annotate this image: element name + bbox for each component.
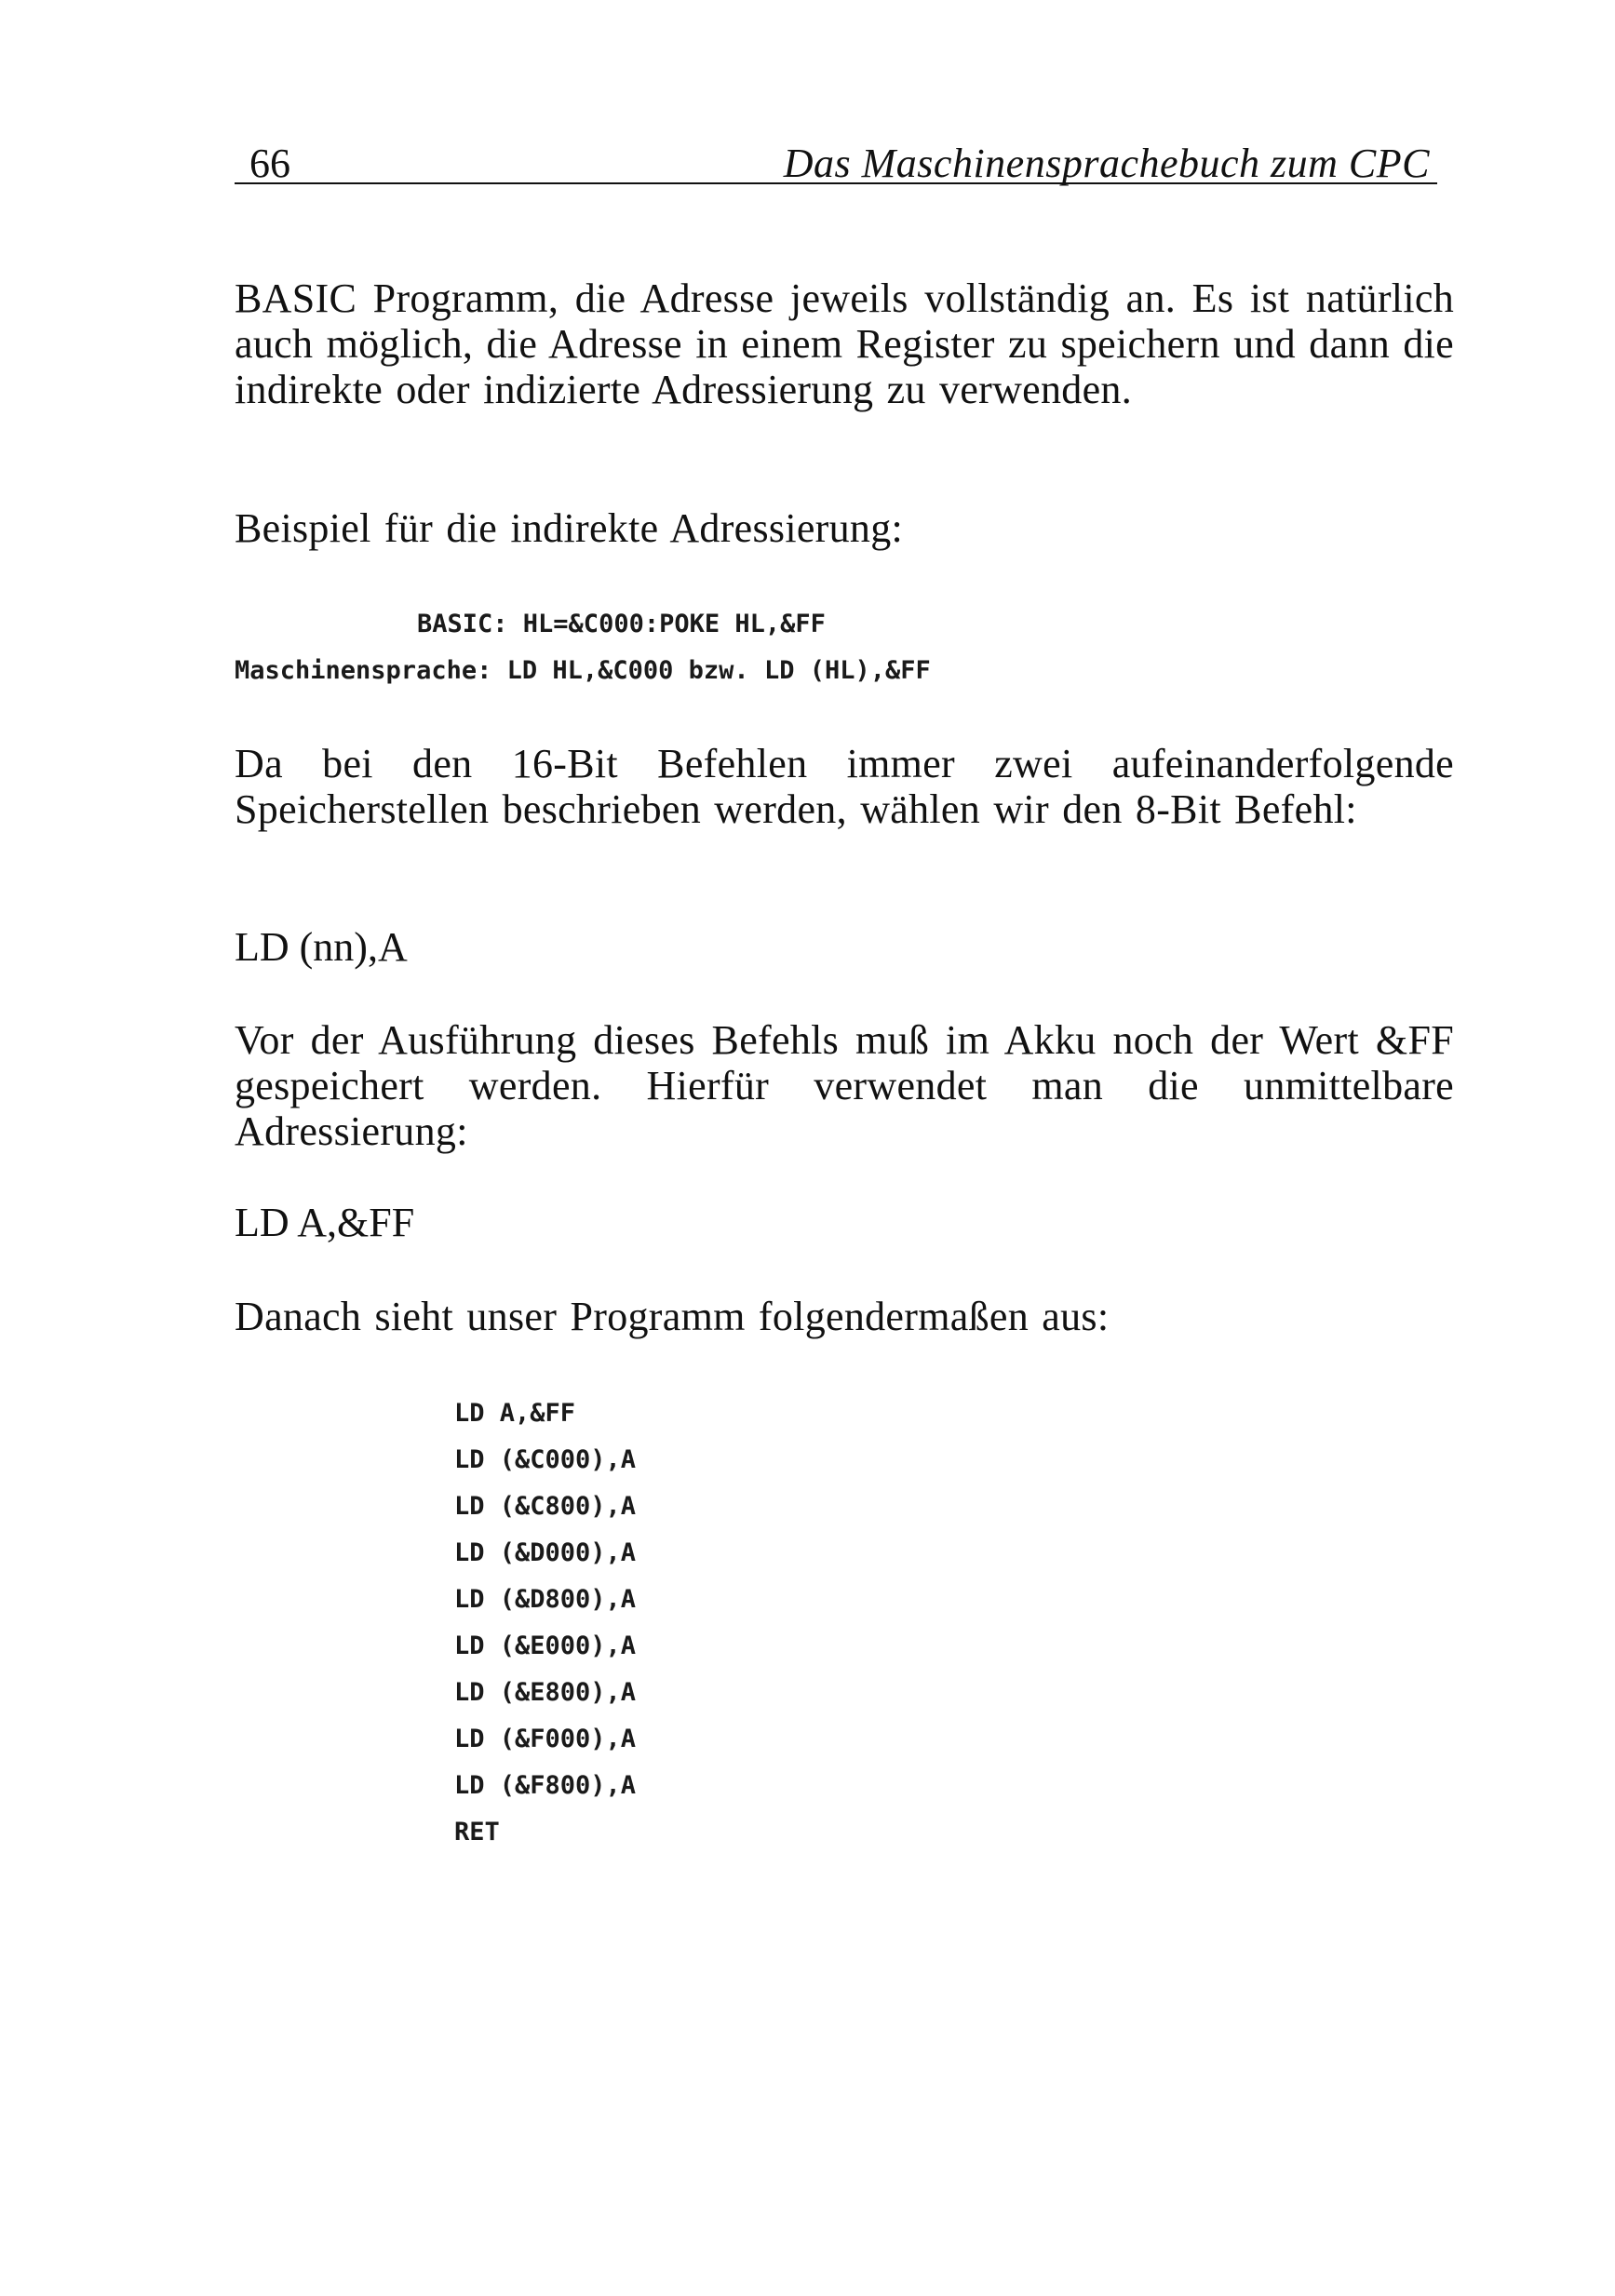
- code-basic-line: BASIC: HL=&C000:POKE HL,&FF: [417, 610, 826, 638]
- listing-line: LD (&F000),A: [454, 1725, 637, 1753]
- running-header: [235, 128, 1437, 184]
- listing-line: LD (&D800),A: [454, 1585, 637, 1614]
- paragraph-intro: BASIC Programm, die Adresse jeweils vollständig an. Es ist natürlich auch möglich, die Adresse in einem Register zu speichern und dann die indirekte oder indizierte Adressierung zu verwenden.: [235, 275, 1454, 412]
- paragraph-akku: Vor der Ausführung dieses Befehls muß im Akku noch der Wert &FF gespeichert werden. Hierfür verwendet man die unmittelbare Adressierung:: [235, 1017, 1454, 1154]
- listing-line: LD (&E800),A: [454, 1678, 637, 1707]
- listing-line: LD (&C000),A: [454, 1445, 637, 1474]
- listing-line: LD (&E000),A: [454, 1631, 637, 1660]
- listing-line: RET: [454, 1818, 500, 1846]
- paragraph-16bit: Da bei den 16-Bit Befehlen immer zwei aufeinanderfolgende Speicherstellen beschrieben werden, wählen wir den 8-Bit Befehl:: [235, 741, 1454, 832]
- instruction-ld-nn-a: LD (nn),A: [235, 924, 408, 970]
- code-machine-line: Maschinensprache: LD HL,&C000 bzw. LD (HL),&FF: [235, 656, 931, 685]
- paragraph-example-heading: Beispiel für die indirekte Adressierung:: [235, 505, 904, 551]
- listing-line: LD A,&FF: [454, 1399, 576, 1428]
- page-number: 66: [249, 141, 290, 186]
- listing-line: LD (&D000),A: [454, 1538, 637, 1567]
- running-title: Das Maschinensprachebuch zum CPC: [783, 141, 1430, 186]
- instruction-ld-a-ff: LD A,&FF: [235, 1200, 415, 1245]
- program-listing: [454, 1390, 636, 1856]
- listing-line: LD (&F800),A: [454, 1771, 637, 1800]
- paragraph-program-heading: Danach sieht unser Programm folgendermaßen aus:: [235, 1294, 1110, 1339]
- listing-line: LD (&C800),A: [454, 1492, 637, 1521]
